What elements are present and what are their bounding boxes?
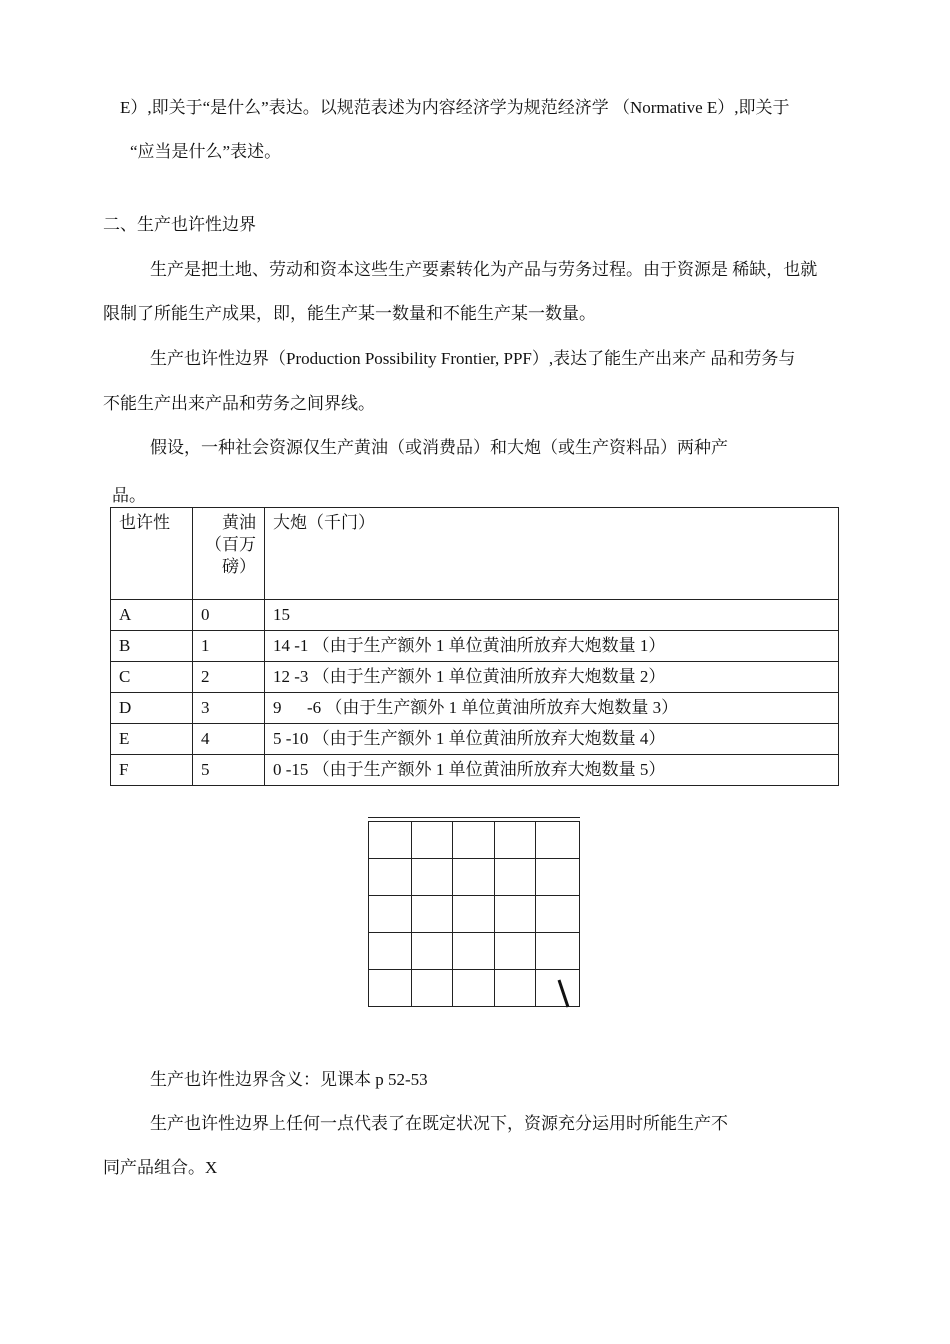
table-row: [111, 662, 839, 693]
row-butter: 0: [193, 600, 265, 631]
paragraph-3-line-2: 品。: [112, 486, 146, 505]
grid-hline: [369, 969, 579, 970]
paragraph-2-line-2: 不能生产出来产品和劳务之间界线。: [103, 394, 375, 413]
grid-top-rule: [368, 817, 580, 818]
grid-hline: [369, 858, 579, 859]
paragraph-2-line-1: 生产也许性边界（Production Possibility Frontier, PPF）,表达了能生产出来产 品和劳务与: [150, 349, 796, 368]
ppf-meaning: 生产也许性边界含义：见课本 p 52-53: [150, 1070, 428, 1089]
grid-vline: [535, 822, 536, 1006]
table-row: [111, 755, 839, 786]
intro-line-1: E）,即关于“是什么”表达。以规范表述为内容经济学为规范经济学 （Normative E）,即关于: [120, 98, 790, 117]
grid-hline: [369, 932, 579, 933]
header-cannon: 大炮（千门）: [265, 508, 839, 600]
row-butter: 4: [193, 724, 265, 755]
section-heading: 二、生产也许性边界: [103, 215, 256, 234]
grid-vline: [411, 822, 412, 1006]
row-label: C: [111, 662, 193, 693]
table-row: [111, 631, 839, 662]
row-cannon: 12 -3 （由于生产额外 1 单位黄油所放弃大炮数量 2）: [265, 662, 839, 693]
closing-paragraph-line-2: 同产品组合。X: [103, 1158, 218, 1177]
row-label: E: [111, 724, 193, 755]
grid-vline: [452, 822, 453, 1006]
closing-paragraph-line-1: 生产也许性边界上任何一点代表了在既定状况下，资源充分运用时所能生产不: [150, 1114, 728, 1133]
table-row: [111, 600, 839, 631]
row-label: A: [111, 600, 193, 631]
row-label: D: [111, 693, 193, 724]
row-cannon: 0 -15 （由于生产额外 1 单位黄油所放弃大炮数量 5）: [265, 755, 839, 786]
row-cannon: 9 -6 （由于生产额外 1 单位黄油所放弃大炮数量 3）: [265, 693, 839, 724]
row-butter: 1: [193, 631, 265, 662]
table-row: [111, 724, 839, 755]
intro-line-2: “应当是什么”表述。: [130, 142, 282, 161]
ppf-grid-figure: [368, 821, 580, 1007]
grid-hline: [369, 895, 579, 896]
row-label: B: [111, 631, 193, 662]
row-label: F: [111, 755, 193, 786]
row-cannon: 14 -1 （由于生产额外 1 单位黄油所放弃大炮数量 1）: [265, 631, 839, 662]
row-cannon: 5 -10 （由于生产额外 1 单位黄油所放弃大炮数量 4）: [265, 724, 839, 755]
row-cannon: 15: [265, 600, 839, 631]
header-possibility: 也许性: [111, 508, 193, 600]
paragraph-1-line-2: 限制了所能生产成果，即，能生产某一数量和不能生产某一数量。: [103, 304, 596, 323]
table-row: [111, 693, 839, 724]
paragraph-1-line-1: 生产是把土地、劳动和资本这些生产要素转化为产品与劳务过程。由于资源是 稀缺，也就: [150, 260, 818, 279]
grid-vline: [494, 822, 495, 1006]
table-header-row: [111, 508, 839, 600]
row-butter: 2: [193, 662, 265, 693]
paragraph-3-line-1: 假设，一种社会资源仅生产黄油（或消费品）和大炮（或生产资料品）两种产: [150, 438, 728, 457]
ppf-curve-segment: [555, 978, 575, 1010]
row-butter: 3: [193, 693, 265, 724]
production-possibility-table: [110, 507, 839, 786]
header-butter: 黄油（百万磅）: [193, 508, 265, 600]
row-butter: 5: [193, 755, 265, 786]
